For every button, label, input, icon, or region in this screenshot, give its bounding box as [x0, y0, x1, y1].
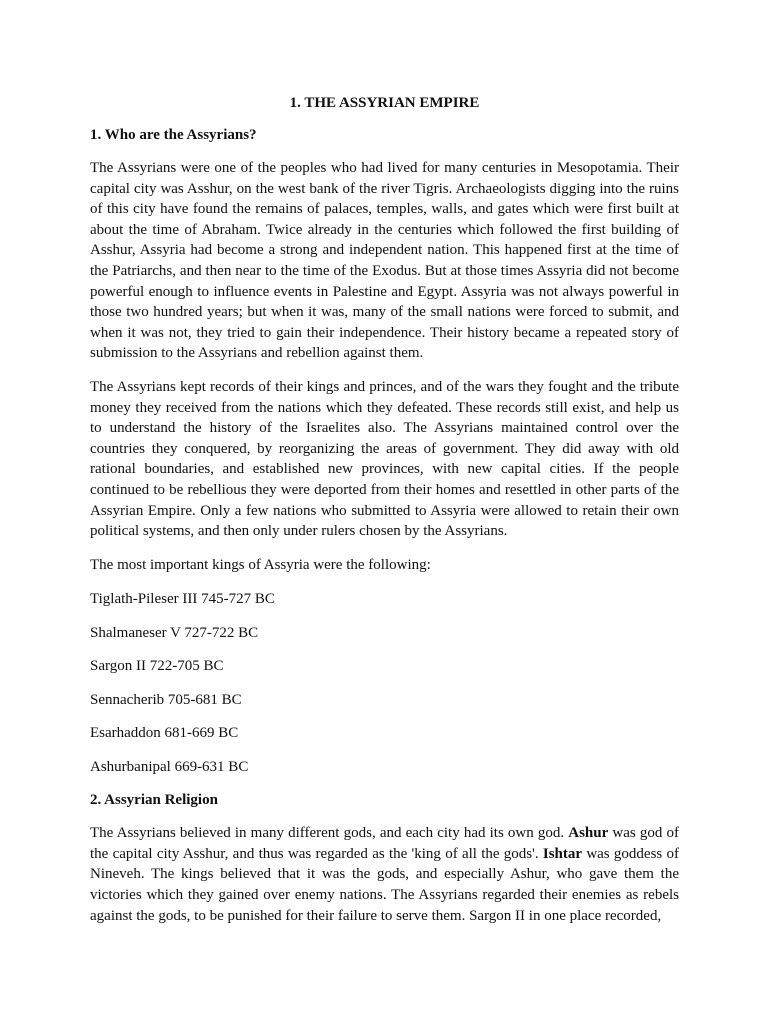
- king-item: Sennacherib 705-681 BC: [90, 691, 242, 708]
- king-item: Sargon II 722-705 BC: [90, 658, 224, 675]
- religion-text-part-3: was goddess of Nineveh. The kings believed that it was the gods, and especially Ashur, who gave them the victories which they gained over enemy nations. The Assyrians regarded their enemies as rebels against the gods, to be punished for their failure to serve them. Sargon II in one place recorded,: [90, 845, 680, 924]
- goddess-name-ishtar: Ishtar: [542, 845, 583, 862]
- paragraph-assyrian-records: The Assyrians kept records of their kings and princes, and of the wars they fought and the tribute money they received from the nations which they defeated. These records still exist, and help us to understand the history of the Israelites also. The Assyrians maintained control over the countries they conquered, by reorganizing the areas of government. They did away with old rational boundaries, and established new provinces, with new capital cities. If the people continued to be rebellious they were deported from their homes and resettled in other parts of the Assyrian Empire. Only a few nations who submitted to Assyria were allowed to retain their own political systems, and then only under rulers chosen by the Assyrians.: [90, 378, 679, 540]
- king-item: Shalmaneser V 727-722 BC: [90, 624, 259, 641]
- god-name-ashur: Ashur: [568, 825, 609, 842]
- section-heading-assyrian-religion: 2. Assyrian Religion: [90, 792, 218, 809]
- religion-text-part-1: The Assyrians believed in many different gods, and each city had its own god.: [90, 825, 569, 842]
- kings-list: [90, 589, 679, 777]
- section-heading-who-are-assyrians: 1. Who are the Assyrians?: [90, 127, 257, 143]
- king-item: Esarhaddon 681-669 BC: [90, 725, 239, 742]
- king-item: Tiglath-Pileser III 745-727 BC: [90, 591, 275, 608]
- king-item: Ashurbanipal 669-631 BC: [90, 758, 249, 775]
- kings-intro-text: The most important kings of Assyria were the following:: [90, 556, 431, 573]
- religion-text-part-2: was god of the capital city Asshur, and thus was regarded as the 'king of all the gods'.: [90, 825, 679, 862]
- paragraph-assyrians-history: The Assyrians were one of the peoples who had lived for many centuries in Mesopotamia. Their capital city was Asshur, on the west bank of the river Tigris. Archaeologists digging into the ruins of this city have found the remains of palaces, temples, walls, and gates which were first built at about the time of Abraham. Twice already in the centuries which followed the first building of Asshur, Assyria had become a strong and independent nation. This happened first at the time of the Patriarchs, and then near to the time of the Exodus. But at those times Assyria did not become powerful enough to influence events in Palestine and Egypt. Assyria was not always powerful in those two hundred years; but when it was, many of the small nations were forced to submit, and when it was not, they tried to gain their independence. Their history became a repeated story of submission to the Assyrians and rebellion against them.: [90, 160, 679, 362]
- document-title: 1. THE ASSYRIAN EMPIRE: [289, 95, 480, 111]
- paragraph-assyrian-religion: [90, 823, 679, 926]
